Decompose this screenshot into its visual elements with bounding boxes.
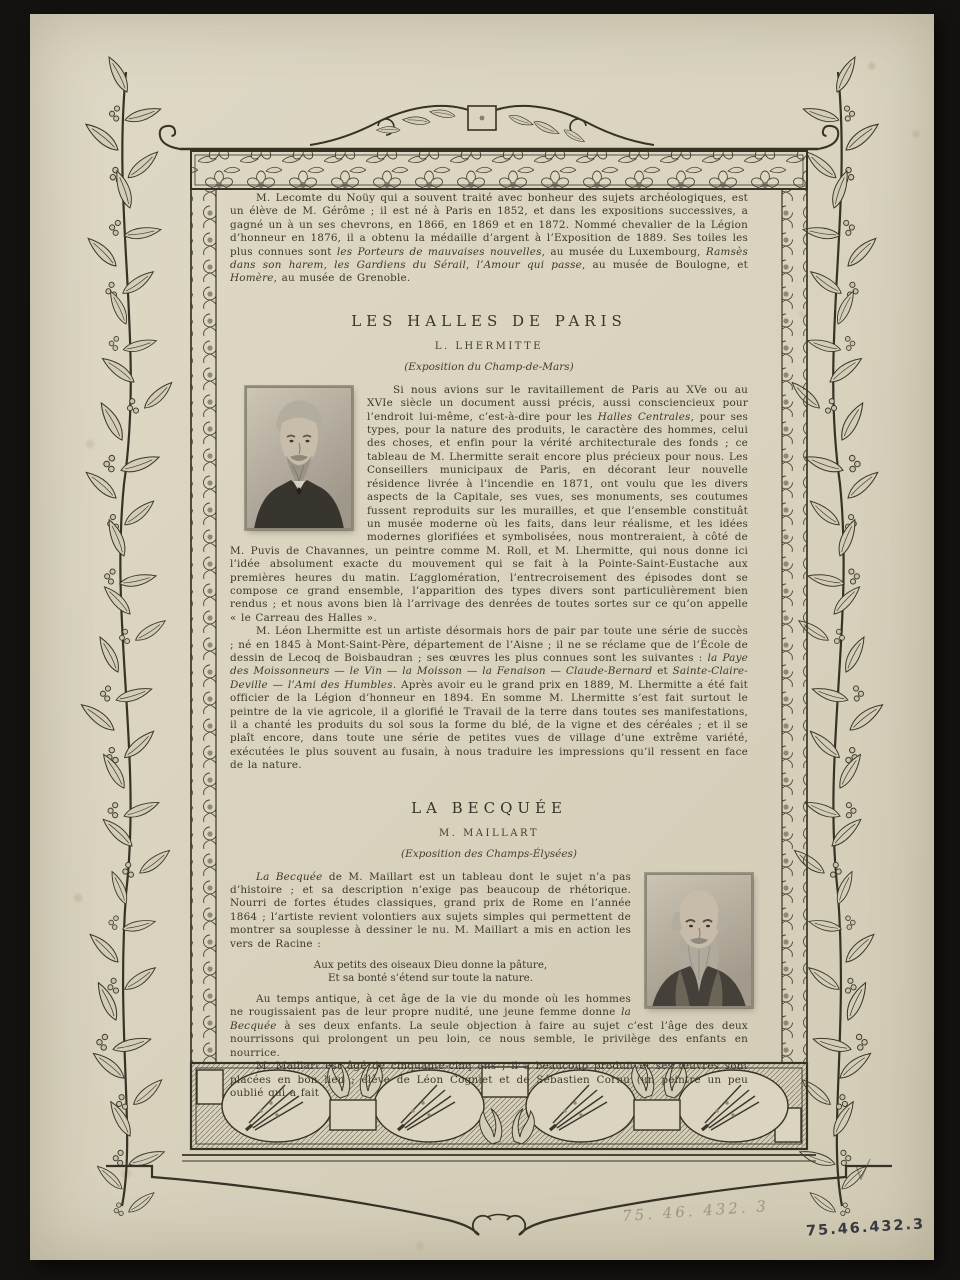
section-title: LES HALLES DE PARIS	[351, 311, 627, 330]
exhibition-note: (Exposition du Champ-de-Mars)	[404, 360, 574, 373]
page-content	[230, 192, 748, 1100]
maillart-portrait-image	[646, 874, 752, 1007]
stamped-inventory-number: 75.46.432.3	[805, 1216, 926, 1240]
intro-paragraph: M. Lecomte du Noüy qui a souvent traité avec bonheur des sujets archéologiques, est un élève de M. Gérôme ; il est né à Paris en 1852, et dans les expositions successives, a gagné un à un ses chevrons, en 1866, en 1869 et en 1872. Nommé chevalier de la Légion d’honneur en 1876, il a obtenu la médaille d’argent à l’Exposition de 1889. Ses toiles les plus connues sont les Porteurs de mauvaises nouvelles, au musée du Luxembourg, Ramsès dans son harem, les Gardiens du Sérail, l’Amour qui passe, au musée de Boulogne, et Homère, au musée de Grenoble.	[230, 192, 748, 285]
portrait-photo-lhermitte	[246, 387, 352, 529]
artist-name: M. MAILLART	[438, 827, 540, 839]
exhibition-note: (Exposition des Champs-Élysées)	[400, 847, 578, 860]
artist-name: L. LHERMITTE	[434, 340, 544, 352]
becquee-paragraph-2: Au temps antique, à cet âge de la vie du monde où les hommes ne rougissaient pas de leur propre nudité, une jeune femme donne la Becquée à ses deux enfants. La seule objection à faire au sujet c’est l’âge des deux nourrissons qui prolongent un peu loin, ce nous semble, le privilège des enfants en nourrice.	[230, 993, 748, 1059]
section-les-halles-de-paris	[230, 312, 748, 773]
halles-paragraph-1: Si nous avions sur le ravitaillement de Paris au XVe ou au XVIe siècle un document aussi précis, aussi consciencieux pour l’endroit lui-même, c’est-à-dire pour les Halles Centrales, pour ses types, pour la nature des produits, le caractère des hommes, celui des choses, et enfin pour la vérité architecturale des fonds ; ce tableau de M. Lhermitte serait encore plus précieux pour nous. Les Conseillers municipaux de Paris, en décorant leur nouvelle résidence livrée à l’incendie en 1871, ont voulu que les divers aspects de la Capitale, ses vues, ses monuments, ses coutumes fussent reproduits sur les murailles, et que l’ensemble constituât un musée moderne où les faits, dans leur réalisme, et les idées modernes glorifiées et symbolisées, nous montreraient, à côté de M. Puvis de Chavannes, un peintre comme M. Roll, et M. Lhermitte, qui nous donne ici l’idée absolument exacte du mouvement qui se fait à la Pointe-Saint-Eustache aux premières heures du matin. L’agglomération, l’entrecroisement des épisodes dont se compose ce grand ensemble, l’apparition des types divers sont particulièrement bien rendus ; et nous avons bien là l’arrivage des denrées de toutes sortes sur ce qu’on appelle « le Carreau des Halles ».	[230, 383, 748, 624]
verse-line: Aux petits des oiseaux Dieu donne la pâture,	[313, 959, 548, 972]
section-title: LA BECQUÉE	[411, 798, 567, 817]
portrait-photo-maillart	[646, 874, 752, 1007]
lhermitte-portrait-image	[246, 387, 352, 529]
verse-line: Et sa bonté s’étend sur toute la nature.	[327, 972, 534, 985]
section-la-becquee	[230, 799, 748, 1101]
document-page	[30, 14, 934, 1260]
halles-paragraph-2: M. Léon Lhermitte est un artiste désormais hors de pair par toute une série de succès ; né en 1845 à Mont-Saint-Père, département de l’Aisne ; il ne se réclame que de l’École de dessin de Lecoq de Boisbaudran ; ses œuvres les plus connues sont les suivantes : la Paye des Moissonneurs — le Vin — la Moisson — la Fenaison — Claude-Bernard et Sainte-Claire-Deville — l’Ami des Humbles. Après avoir eu le grand prix en 1889, M. Lhermitte a été fait officier de la Légion d’honneur en 1894. En somme M. Lhermitte s’est fait surtout le peintre de la vie agricole, il a glorifié le Travail de la terre dans toutes ses manifestations, il a chanté les produits du sol sous la forme du blé, de la vigne et des céréales ; et il se plaît encore, dans toute une série de petites vues de village d’une extrême variété, exécutées le plus souvent au fusain, à nous traduire les impressions qu’il ressent en face de la nature.	[230, 625, 748, 772]
becquee-paragraph-1: La Becquée de M. Maillart est un tableau dont le sujet n’a pas d’histoire ; et sa description n’exige pas beaucoup de rhétorique. Nourri de fortes études classiques, grand prix de Rome en l’année 1864 ; l’artiste revient volontiers aux sujets simples qui permettent de montrer sa souplesse à dessiner le nu. M. Maillart a mis en action les vers de Racine :	[230, 870, 631, 950]
pencil-inventory-number: 75. 46. 432. 3	[621, 1196, 770, 1226]
becquee-paragraph-3: M. Maillart est âgé de cinquante-cinq ans ; il a beaucoup produit et ses œuvres sont placées en bon lieu ; élève de Léon Cogniet et de Sébastien Cornu (un peintre un peu oublié qui a fait	[230, 1060, 748, 1099]
